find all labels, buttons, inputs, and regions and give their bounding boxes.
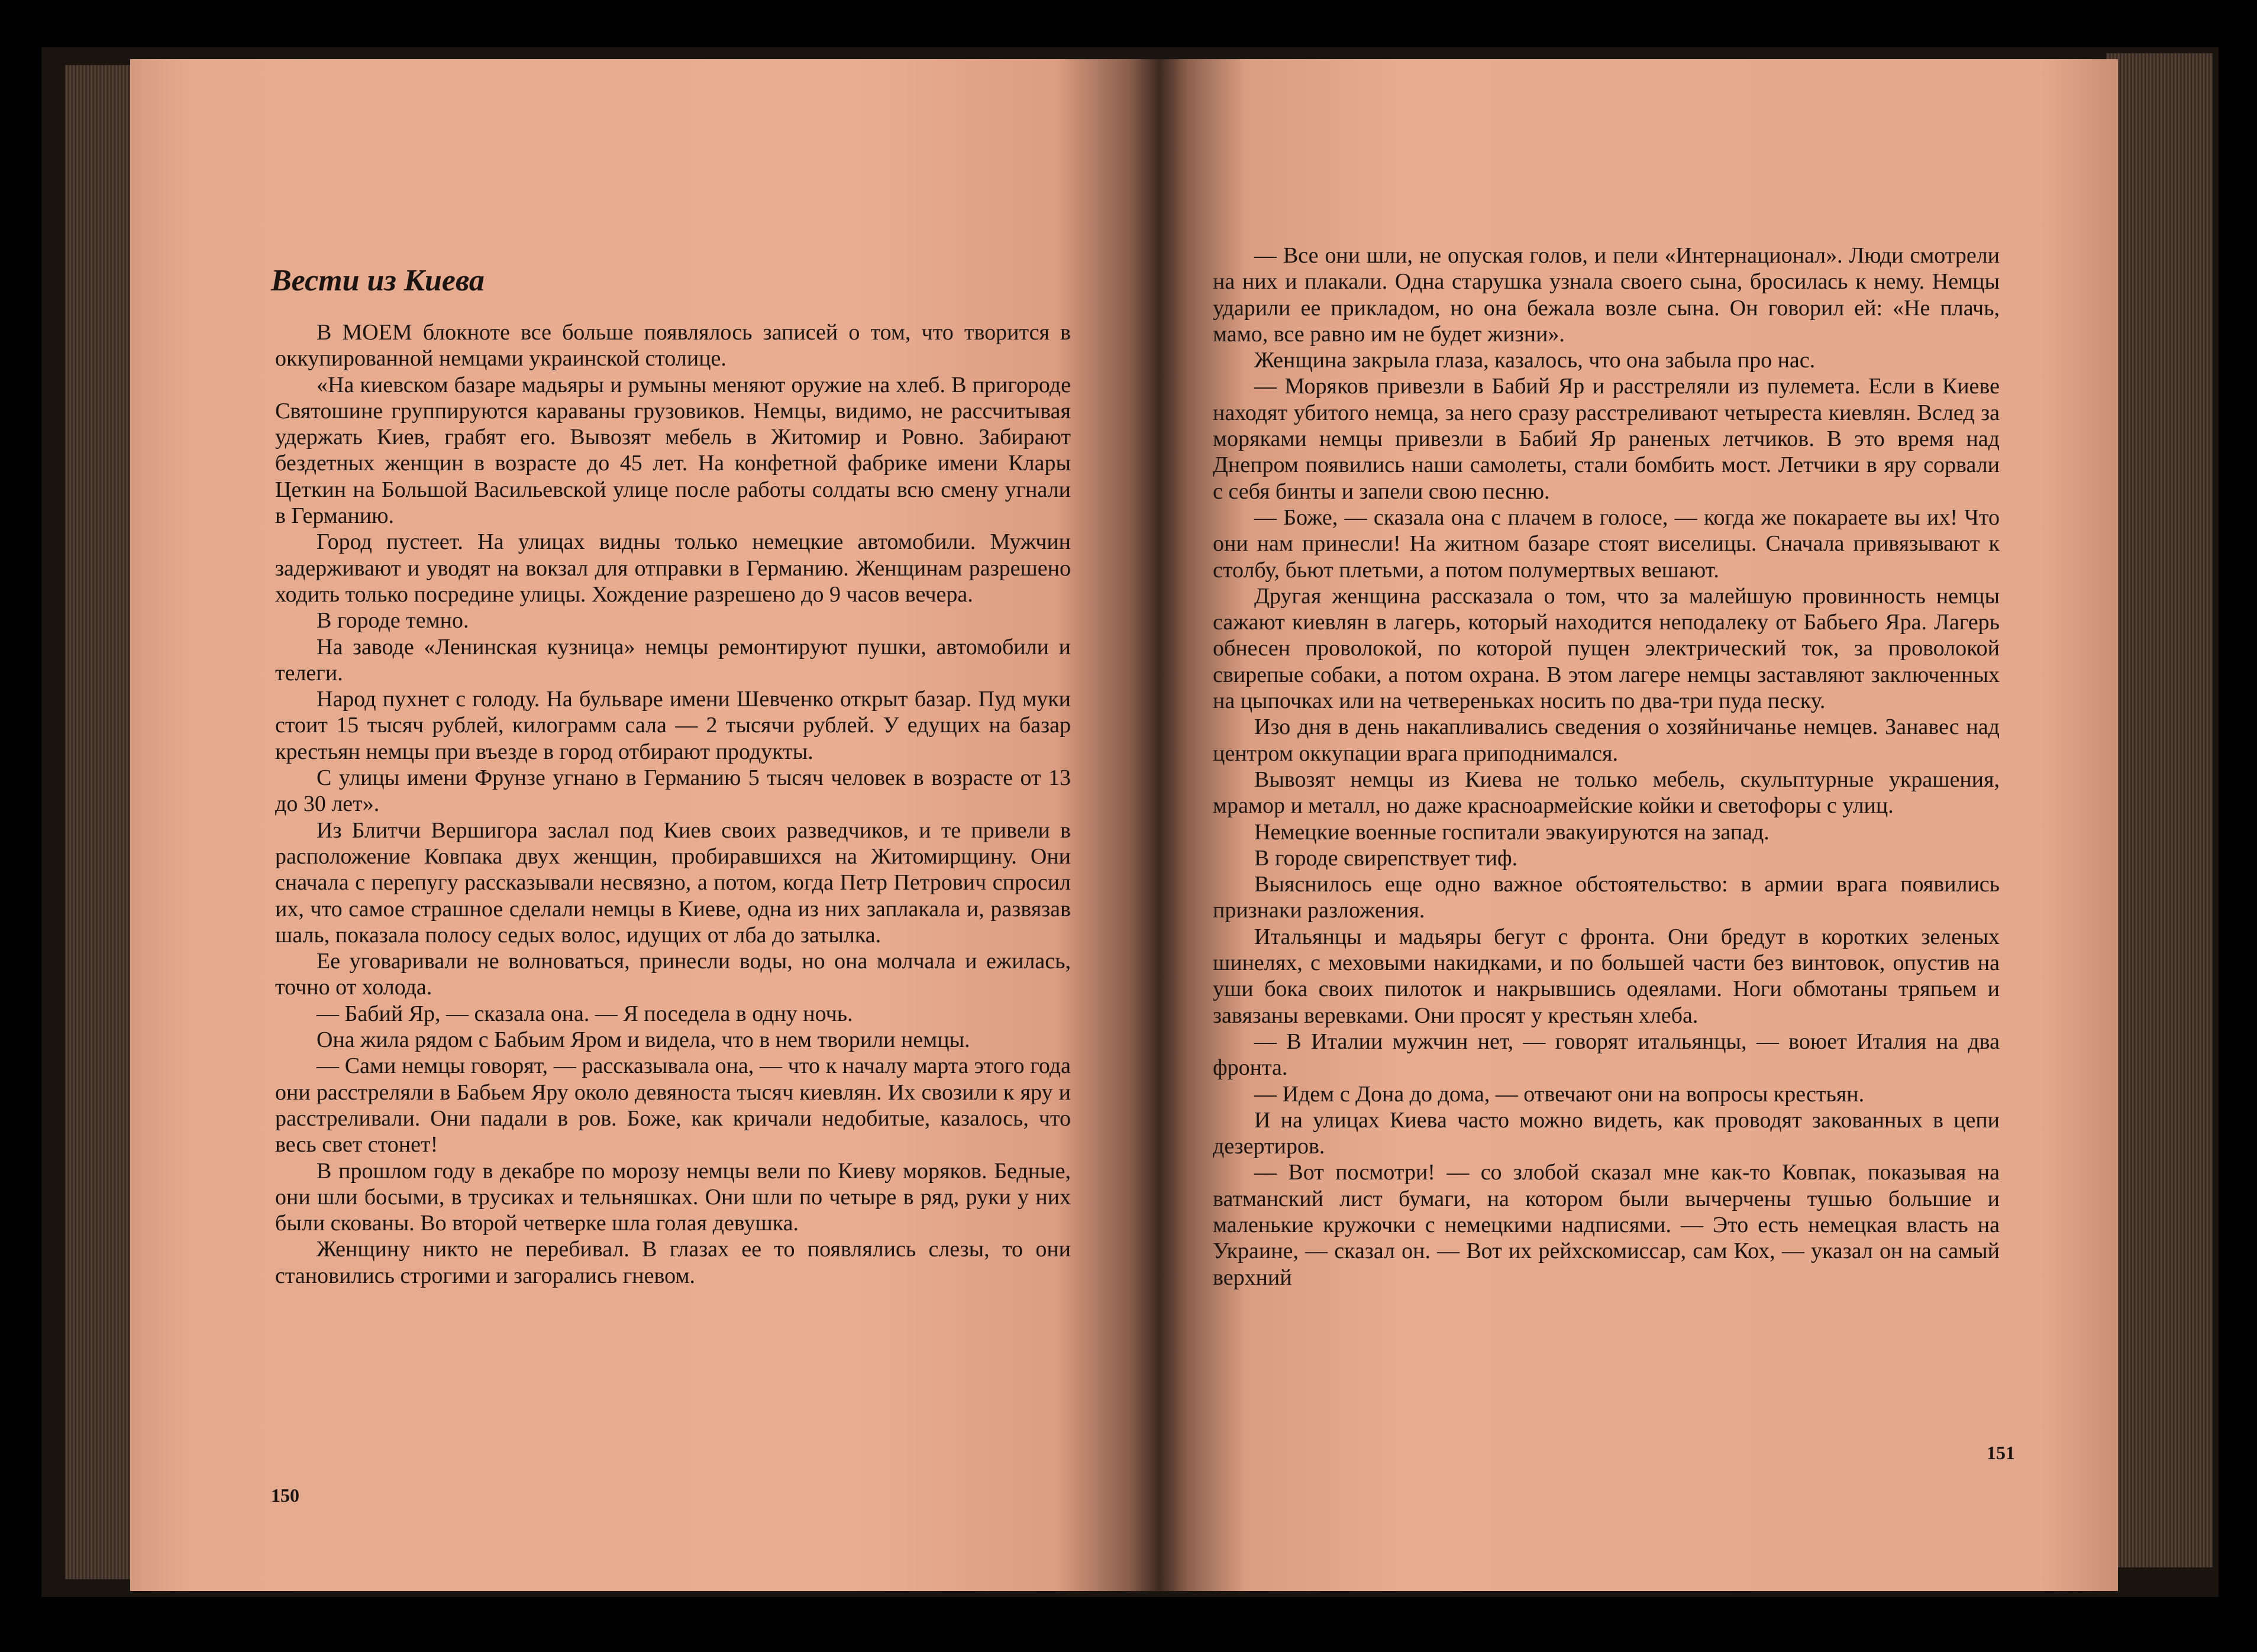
paragraph: Ее уговаривали не волноваться, принесли воды, но она молчала и ежилась, точно от холода. [275,949,1071,1000]
paragraph: — Бабий Яр, — сказала она. — Я поседела в одну ночь. [317,1001,853,1026]
paragraph: Женщина закрыла глаза, казалось, что она забыла про нас. [1254,348,1816,373]
left-page [130,59,1160,1591]
paragraph: — Моряков привезли в Бабий Яр и расстреляли из пулемета. Если в Киеве находят убитого немца, за него сразу расстреливают четыреста киевлян. Вслед за моряками немцы привезли в Бабий Яр раненых летчиков. В это время над Днепром появились наши самолеты, стали бомбить мост. Летчики в яру сорвали с себя бинты и запели свою песню. [1213,374,2000,504]
paragraph: — Вот посмотри! — со злобой сказал мне как-то Ковпак, показывая на ватманский лист бумаги, на котором были вычерчены тушью большие и маленькие кружочки с немецкими надписями. — Это есть немецкая власть на Украине, — сказал он. — Вот их рейхскомиссар, сам Кох, — указал он на самый верхний [1213,1160,2000,1290]
paragraph: В городе темно. [317,608,469,633]
paragraph: Женщину никто не перебивал. В глазах ее то появлялись слезы, то они становились строгими и загорались гневом. [275,1237,1071,1288]
right-page [1160,59,2118,1591]
paragraph: — Боже, — сказала она с плачем в голосе, — когда же покараете вы их! Что они нам принесли! На житном базаре стоят виселицы. Сначала привязывают к столбу, бьют плетьми, а потом полумертвых вешают. [1213,505,2000,583]
paragraph: Из Блитчи Вершигора заслал под Киев своих разведчиков, и те привели в расположение Ковпака двух женщин, пробиравшихся на Житомирщину. Они сначала с перепугу рассказывали несвязно, а потом, когда Петр Петрович спросил их, что самое страшное сделали немцы в Киеве, одна из них заплакала и, развязав шаль, показала полосу седых волос, идущих от лба до затылка. [275,817,1071,948]
paragraph: И на улицах Киева часто можно видеть, как проводят закованных в цепи дезертиров. [1213,1107,2000,1159]
paragraph: Немецкие военные госпитали эвакуируются на запад. [1254,819,1770,845]
paragraph: Она жила рядом с Бабьим Яром и видела, что в нем творили немцы. [317,1027,970,1053]
paragraph: Итальянцы и мадьяры бегут с фронта. Они бредут в коротких зеленых шинелях, с меховыми накидками, и по большей части без винтовок, опустив на уши бока своих пилоток и накрывшись одеялами. Ноги обмотаны тряпьем и завязаны веревками. Они просят у крестьян хлеба. [1213,924,2000,1028]
paragraph: — Сами немцы говорят, — рассказывала она, — что к началу марта этого года они расстреляли в Бабьем Яру около девяноста тысяч киевлян. Их свозили к яру и расстреливали. Они падали в ров. Боже, как кричали недобитые, казалось, что весь свет стонет! [275,1053,1071,1158]
paragraph: — Идем с Дона до дома, — отвечают они на вопросы крестьян. [1254,1081,1865,1107]
paragraph: В городе свирепствует тиф. [1254,845,1518,871]
chapter-heading: Вести из Киева [271,264,485,298]
paragraph: — Все они шли, не опуская голов, и пели «Интернационал». Люди смотрели на них и плакали. Одна старушка узнала своего сына, бросилась к нему. Немцы ударили ее прикладом, но она бежала возле сына. Он говорил ей: «Не плачь, мамо, все равно им не будет жизни». [1213,243,2000,347]
paragraph: — В Италии мужчин нет, — говорят итальянцы, — воюет Италия на два фронта. [1213,1029,2000,1081]
paragraph: В МОЕМ блокноте все больше появлялось записей о том, что творится в оккупированной немцами украинской столице. [275,320,1071,371]
paragraph: «На киевском базаре мадьяры и румыны меняют оружие на хлеб. В пригороде Святошине группируются караваны грузовиков. Немцы, видимо, не рассчитывая удержать Киев, грабят его. Вывозят мебель в Житомир и Ровно. Забирают бездетных женщин в возрасте до 45 лет. На конфетной фабрике имени Клары Цеткин на Большой Васильевской улице после работы солдаты всю смену угнали в Германию. [275,372,1071,529]
paragraph: С улицы имени Фрунзе угнано в Германию 5 тысяч человек в возрасте от 13 до 30 лет». [275,765,1071,817]
page-edges-right [2106,53,2213,1567]
left-page-text [275,319,1071,1289]
paragraph: Город пустеет. На улицах видны только немецкие автомобили. Мужчин задерживают и уводят на вокзал для отправки в Германию. Женщинам разрешено ходить только посредине улицы. Хождение разрешено до 9 часов вечера. [275,529,1071,607]
right-page-text [1213,243,2000,1291]
paragraph: В прошлом году в декабре по морозу немцы вели по Киеву моряков. Бедные, они шли босыми, в трусиках и тельняшках. Они шли по четыре в ряд, руки у них были скованы. Во второй четверке шла голая девушка. [275,1158,1071,1236]
paragraph: На заводе «Ленинская кузница» немцы ремонтируют пушки, автомобили и телеги. [275,634,1071,686]
paragraph: Народ пухнет с голоду. На бульваре имени Шевченко открыт базар. Пуд муки стоит 15 тысяч рублей, килограмм сала — 2 тысячи рублей. У едущих на базар крестьян немцы при въезде в город отбирают продукты. [275,687,1071,764]
page-number: 151 [1987,1442,2015,1463]
paragraph: Вывозят немцы из Киева не только мебель, скульптурные украшения, мрамор и металл, но даже красноармейские койки и светофоры с улиц. [1213,767,2000,819]
paragraph: Выяснилось еще одно важное обстоятельство: в армии врага появились признаки разложения. [1213,872,2000,923]
paragraph: Изо дня в день накапливались сведения о хозяйничанье немцев. Занавес над центром оккупации врага приподнимался. [1213,715,2000,766]
page-number: 150 [271,1485,299,1506]
paragraph: Другая женщина рассказала о том, что за малейшую провинность немцы сажают киевлян в лагерь, который находится неподалеку от Бабьего Яра. Лагерь обнесен проволокой, по которой пущен электрический ток, за проволокой свирепые собаки, а потом охрана. В этом лагере немцы заставляют заключенных на цыпочках или на четвереньках носить по два-три пуда песку. [1213,583,2000,714]
